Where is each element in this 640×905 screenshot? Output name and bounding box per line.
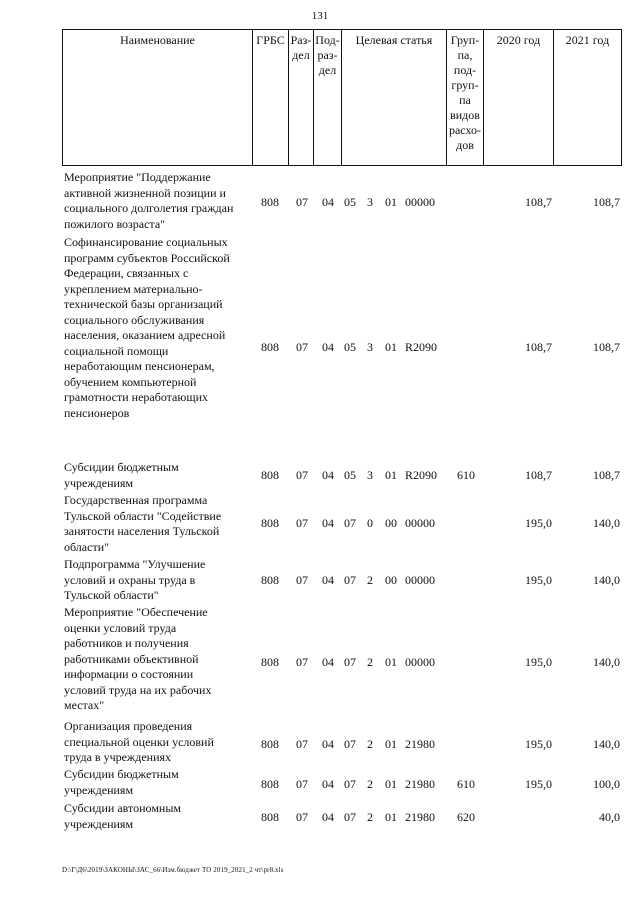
razdel-cell: 07 xyxy=(296,195,308,209)
target-subprogram-cell: 3 xyxy=(367,195,373,209)
row-name: Мероприятие "Обеспечение оценки условий труда работников и получения работниками объективной информации о состоянии условий труда на их рабочих местах" xyxy=(64,605,212,712)
podrazdel-cell: 04 xyxy=(322,777,334,791)
header-razdel: Раз- дел xyxy=(288,29,313,166)
target-event-cell: 00 xyxy=(385,573,397,587)
target-program-cell: 07 xyxy=(344,516,356,530)
razdel-cell: 07 xyxy=(296,737,308,751)
amount-2021-cell: 140,0 xyxy=(593,516,620,530)
grbs-cell: 808 xyxy=(261,655,279,669)
podrazdel-cell: 04 xyxy=(322,195,334,209)
row-name: Субсидии бюджетным учреждениям xyxy=(64,460,179,490)
amount-2020-cell: 195,0 xyxy=(525,573,552,587)
header-expense-group: Груп- па, под- груп- па видов расхо- дов xyxy=(446,29,483,166)
target-subprogram-cell: 0 xyxy=(367,516,373,530)
target-event-cell: 01 xyxy=(385,195,397,209)
row-name: Субсидии автономным учреждениям xyxy=(64,801,181,831)
amount-2021-cell: 140,0 xyxy=(593,573,620,587)
amount-2020-cell: 108,7 xyxy=(525,340,552,354)
row-name: Софинансирование социальных программ субъектов Российской Федерации, связанных с укреплением материально- технической базы организаций социального обслуживания населения, оказанием адресной социальной помощи неработающим пенсионерам, обучением компьютерной грамотности неработающих пенсионеров xyxy=(64,235,230,420)
amount-2021-cell: 40,0 xyxy=(599,810,620,824)
razdel-cell: 07 xyxy=(296,573,308,587)
target-direction-cell: R2090 xyxy=(405,468,438,482)
razdel-cell: 07 xyxy=(296,810,308,824)
target-event-cell: 01 xyxy=(385,340,397,354)
amount-2020-cell: 195,0 xyxy=(525,516,552,530)
target-program-cell: 05 xyxy=(344,340,356,354)
podrazdel-cell: 04 xyxy=(322,573,334,587)
target-direction-cell: 00000 xyxy=(405,195,435,209)
amount-2021-cell: 108,7 xyxy=(593,195,620,209)
podrazdel-cell: 04 xyxy=(322,468,334,482)
razdel-cell: 07 xyxy=(296,655,308,669)
header-podrazdel: Под- раз- дел xyxy=(313,29,341,166)
amount-2020-cell: 108,7 xyxy=(525,195,552,209)
row-name: Государственная программа Тульской области "Содействие занятости населения Тульской области" xyxy=(64,493,222,554)
target-program-cell: 05 xyxy=(344,195,356,209)
grbs-cell: 808 xyxy=(261,468,279,482)
razdel-cell: 07 xyxy=(296,777,308,791)
razdel-cell: 07 xyxy=(296,516,308,530)
target-subprogram-cell: 2 xyxy=(367,777,373,791)
amount-2020-cell: 195,0 xyxy=(525,777,552,791)
podrazdel-cell: 04 xyxy=(322,340,334,354)
amount-2020-cell: 108,7 xyxy=(525,468,552,482)
target-direction-cell: 00000 xyxy=(405,655,435,669)
grbs-cell: 808 xyxy=(261,195,279,209)
grbs-cell: 808 xyxy=(261,777,279,791)
razdel-cell: 07 xyxy=(296,468,308,482)
amount-2020-cell: 195,0 xyxy=(525,655,552,669)
header-year-2020: 2020 год xyxy=(483,29,553,166)
amount-2020-cell: 195,0 xyxy=(525,737,552,751)
podrazdel-cell: 04 xyxy=(322,810,334,824)
expense-group-cell: 610 xyxy=(457,468,475,482)
grbs-cell: 808 xyxy=(261,573,279,587)
target-subprogram-cell: 3 xyxy=(367,340,373,354)
row-name: Мероприятие "Поддержание активной жизненной позиции и социального долголетия граждан пожилого возраста" xyxy=(64,170,234,231)
target-event-cell: 01 xyxy=(385,777,397,791)
target-subprogram-cell: 3 xyxy=(367,468,373,482)
target-program-cell: 05 xyxy=(344,468,356,482)
target-event-cell: 00 xyxy=(385,516,397,530)
amount-2021-cell: 108,7 xyxy=(593,468,620,482)
grbs-cell: 808 xyxy=(261,810,279,824)
target-subprogram-cell: 2 xyxy=(367,810,373,824)
row-name: Организация проведения специальной оценки условий труда в учреждениях xyxy=(64,719,214,764)
expense-group-cell: 610 xyxy=(457,777,475,791)
target-direction-cell: 00000 xyxy=(405,516,435,530)
row-name: Подпрограмма "Улучшение условий и охраны труда в Тульской области" xyxy=(64,557,206,602)
grbs-cell: 808 xyxy=(261,737,279,751)
target-direction-cell: 00000 xyxy=(405,573,435,587)
target-program-cell: 07 xyxy=(344,655,356,669)
target-subprogram-cell: 2 xyxy=(367,737,373,751)
table-header xyxy=(62,29,622,166)
target-direction-cell: 21980 xyxy=(405,810,435,824)
target-subprogram-cell: 2 xyxy=(367,655,373,669)
target-direction-cell: R2090 xyxy=(405,340,438,354)
target-program-cell: 07 xyxy=(344,777,356,791)
grbs-cell: 808 xyxy=(261,516,279,530)
header-grbs: ГРБС xyxy=(252,29,288,166)
target-event-cell: 01 xyxy=(385,468,397,482)
row-name: Субсидии бюджетным учреждениям xyxy=(64,767,179,797)
target-program-cell: 07 xyxy=(344,810,356,824)
target-subprogram-cell: 2 xyxy=(367,573,373,587)
podrazdel-cell: 04 xyxy=(322,655,334,669)
target-program-cell: 07 xyxy=(344,573,356,587)
target-direction-cell: 21980 xyxy=(405,737,435,751)
podrazdel-cell: 04 xyxy=(322,516,334,530)
target-direction-cell: 21980 xyxy=(405,777,435,791)
target-event-cell: 01 xyxy=(385,655,397,669)
page-number: 131 xyxy=(311,10,329,22)
target-program-cell: 07 xyxy=(344,737,356,751)
header-name: Наименование xyxy=(62,29,252,166)
amount-2021-cell: 100,0 xyxy=(593,777,620,791)
amount-2021-cell: 140,0 xyxy=(593,655,620,669)
podrazdel-cell: 04 xyxy=(322,737,334,751)
amount-2021-cell: 140,0 xyxy=(593,737,620,751)
header-year-2021: 2021 год xyxy=(553,29,622,166)
file-path-footer: D:\Г\Д6\2019\ЗАКОНЫ\ЗАС_66\Изм.бюджет ТО 2019_2021_2 чт\pr8.xls xyxy=(62,866,284,874)
target-event-cell: 01 xyxy=(385,737,397,751)
grbs-cell: 808 xyxy=(261,340,279,354)
razdel-cell: 07 xyxy=(296,340,308,354)
expense-group-cell: 620 xyxy=(457,810,475,824)
target-event-cell: 01 xyxy=(385,810,397,824)
amount-2021-cell: 108,7 xyxy=(593,340,620,354)
header-target-article: Целевая статья xyxy=(341,29,446,166)
